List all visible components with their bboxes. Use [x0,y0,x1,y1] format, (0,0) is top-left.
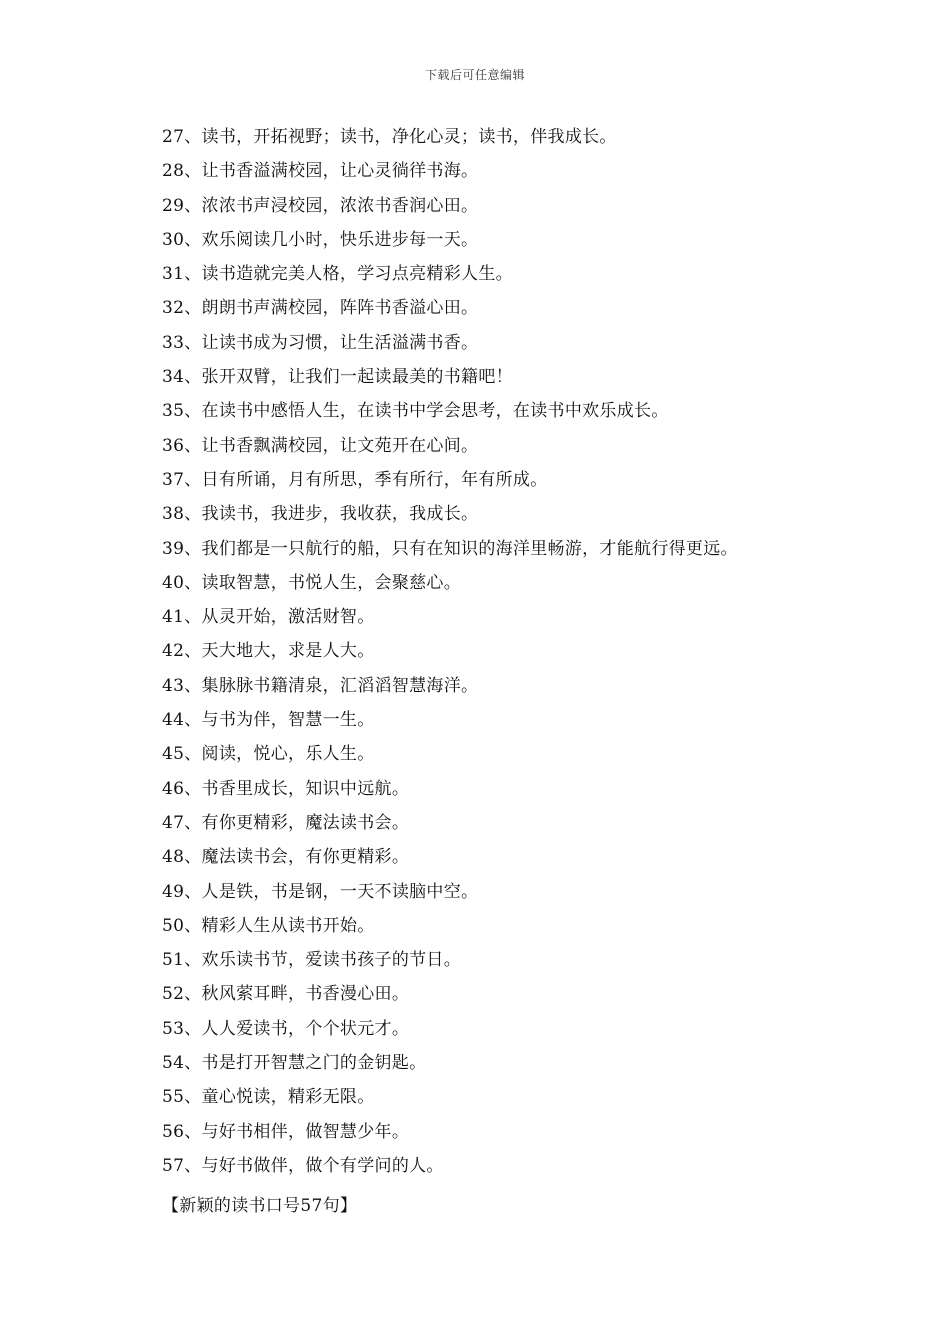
slogan-item: 52、秋风萦耳畔，书香漫心田。 [162,984,410,1005]
slogan-item: 54、书是打开智慧之门的金钥匙。 [162,1053,427,1074]
slogan-item: 50、精彩人生从读书开始。 [162,915,375,936]
header-note: 下载后可任意编辑 [424,68,525,82]
slogan-item: 55、童心悦读，精彩无限。 [162,1087,375,1108]
slogan-item: 36、让书香飘满校园，让文苑开在心间。 [162,435,479,456]
slogan-item: 43、集脉脉书籍清泉，汇滔滔智慧海洋。 [162,675,479,696]
slogan-item: 53、人人爱读书，个个状元才。 [162,1018,410,1039]
slogan-item: 51、欢乐读书节，爱读书孩子的节日。 [162,950,462,971]
slogan-item: 56、与好书相伴，做智慧少年。 [162,1121,410,1142]
slogan-item: 32、朗朗书声满校园，阵阵书香溢心田。 [162,298,479,319]
slogan-item: 41、从灵开始，激活财智。 [162,607,375,628]
slogan-item: 44、与书为伴，智慧一生。 [162,710,375,731]
slogan-item: 57、与好书做伴，做个有学问的人。 [162,1155,444,1176]
slogan-item: 39、我们都是一只航行的船，只有在知识的海洋里畅游，才能航行得更远。 [162,538,738,559]
document-title: 【新颖的读书口号57句】 [162,1196,358,1216]
slogan-item: 28、让书香溢满校园，让心灵徜徉书海。 [162,161,479,182]
slogan-item: 47、有你更精彩，魔法读书会。 [162,812,410,833]
slogan-item: 34、张开双臂，让我们一起读最美的书籍吧！ [162,367,513,388]
slogan-item: 46、书香里成长，知识中远航。 [162,778,410,799]
slogan-item: 29、浓浓书声浸校园，浓浓书香润心田。 [162,195,479,216]
slogan-item: 49、人是铁，书是钢，一天不读脑中空。 [162,881,479,902]
slogan-item: 37、日有所诵，月有所思，季有所行，年有所成。 [162,469,548,490]
slogan-item: 33、让读书成为习惯，让生活溢满书香。 [162,332,479,353]
slogan-item: 40、读取智慧，书悦人生，会聚慈心。 [162,572,462,593]
slogan-item: 38、我读书，我进步，我收获，我成长。 [162,504,479,525]
slogan-list [162,124,738,1187]
slogan-item: 27、读书，开拓视野；读书，净化心灵；读书，伴我成长。 [162,127,617,147]
slogan-item: 30、欢乐阅读几小时，快乐进步每一天。 [162,229,479,250]
slogan-item: 48、魔法读书会，有你更精彩。 [162,847,410,868]
slogan-item: 42、天大地大，求是人大。 [162,641,375,662]
slogan-item: 35、在读书中感悟人生，在读书中学会思考，在读书中欢乐成长。 [162,401,669,422]
slogan-item: 31、读书造就完美人格，学习点亮精彩人生。 [162,264,513,285]
slogan-item: 45、阅读，悦心，乐人生。 [162,744,375,765]
